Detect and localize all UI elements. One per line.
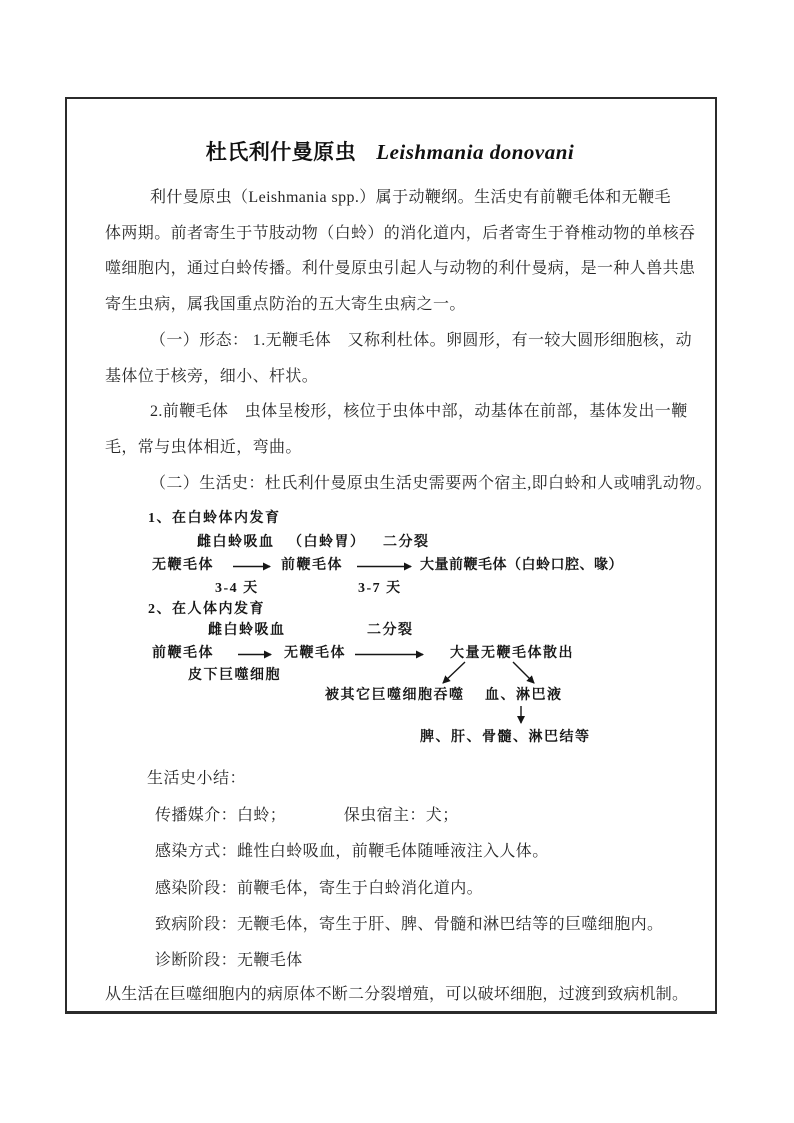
summary-line-pathogenic-stage: 致病阶段：无鞭毛体，寄生于肝、脾、骨髓和淋巴结等的巨噬细胞内。 (155, 915, 664, 933)
diagram-branch-node: 被其它巨噬细胞吞噬 (325, 688, 465, 703)
summary-heading: 生活史小结： (147, 770, 247, 787)
diagram-duration-label: 3-4 天 (215, 581, 259, 596)
page-title (65, 136, 715, 166)
diagram-arrow-label: 二分裂 (367, 623, 414, 638)
diagram-node: 无鞭毛体 (284, 646, 346, 661)
body-line: （二）生活史：杜氏利什曼原虫生活史需要两个宿主,即白蛉和人或哺乳动物。 (150, 474, 713, 492)
diagram-node: 前鞭毛体 (152, 646, 214, 661)
body-line: 利什曼原虫（Leishmania spp.）属于动鞭纲。生活史有前鞭毛体和无鞭毛 (150, 189, 671, 206)
diagram-section2-heading: 2、在人体内发育 (148, 602, 265, 617)
body-line: 基体位于核旁，细小、杆状。 (105, 367, 319, 385)
diagram-arrow-label: 二分裂 (383, 535, 430, 550)
summary-line-infective-stage: 感染阶段：前鞭毛体，寄生于白蛉消化道内。 (155, 879, 484, 897)
diagram-arrow-label: 雌白蛉吸血 (208, 623, 286, 638)
diagram-node: 无鞭毛体 (152, 558, 214, 573)
title-latin-name: Leishmania donovani (376, 140, 575, 164)
diagram-branch-node: 血、淋巴液 (485, 688, 563, 703)
summary-line-diagnostic-stage: 诊断阶段：无鞭毛体 (155, 952, 303, 970)
body-line: 毛，常与虫体相近，弯曲。 (105, 438, 302, 456)
diagram-final-node: 脾、肝、骨髓、淋巴结等 (420, 730, 591, 745)
summary-list (155, 798, 715, 979)
summary-line-vector: 传播媒介：白蛉； 保虫宿主：犬； (155, 807, 459, 824)
body-line: 噬细胞内，通过白蛉传播。利什曼原虫引起人与动物的利什曼病，是一种人兽共患 (105, 260, 696, 278)
body-line: 寄生虫病，属我国重点防治的五大寄生虫病之一。 (105, 296, 466, 314)
closing-line: 从生活在巨噬细胞内的病原体不断二分裂增殖，可以破坏细胞，过渡到致病机制。 (105, 986, 689, 1003)
diagram-arrow-label: （白蛉胃） (288, 535, 366, 550)
diagram-node: 大量无鞭毛体散出 (450, 646, 574, 661)
diagram-node: 前鞭毛体 (281, 558, 343, 573)
diagram-node: 大量前鞭毛体（白蛉口腔、喙） (420, 558, 623, 573)
diagram-node-sublabel: 皮下巨噬细胞 (188, 668, 281, 683)
title-chinese: 杜氏利什曼原虫 (205, 140, 357, 164)
diagram-arrow-label: 雌白蛉吸血 (197, 535, 275, 550)
intro-paragraphs (105, 180, 713, 501)
body-line: 体两期。前者寄生于节肢动物（白蛉）的消化道内，后者寄生于脊椎动物的单核吞 (105, 224, 696, 242)
body-line: 2.前鞭毛体 虫体呈梭形，核位于虫体中部，动基体在前部，基体发出一鞭 (150, 403, 688, 421)
diagram-duration-label: 3-7 天 (358, 581, 402, 596)
diagram-section1-heading: 1、在白蛉体内发育 (148, 511, 281, 526)
summary-line-infection-mode: 感染方式：雌性白蛉吸血，前鞭毛体随唾液注入人体。 (155, 843, 549, 861)
body-line: （一）形态： 1.无鞭毛体 又称利杜体。卵圆形，有一较大圆形细胞核，动 (150, 331, 693, 349)
